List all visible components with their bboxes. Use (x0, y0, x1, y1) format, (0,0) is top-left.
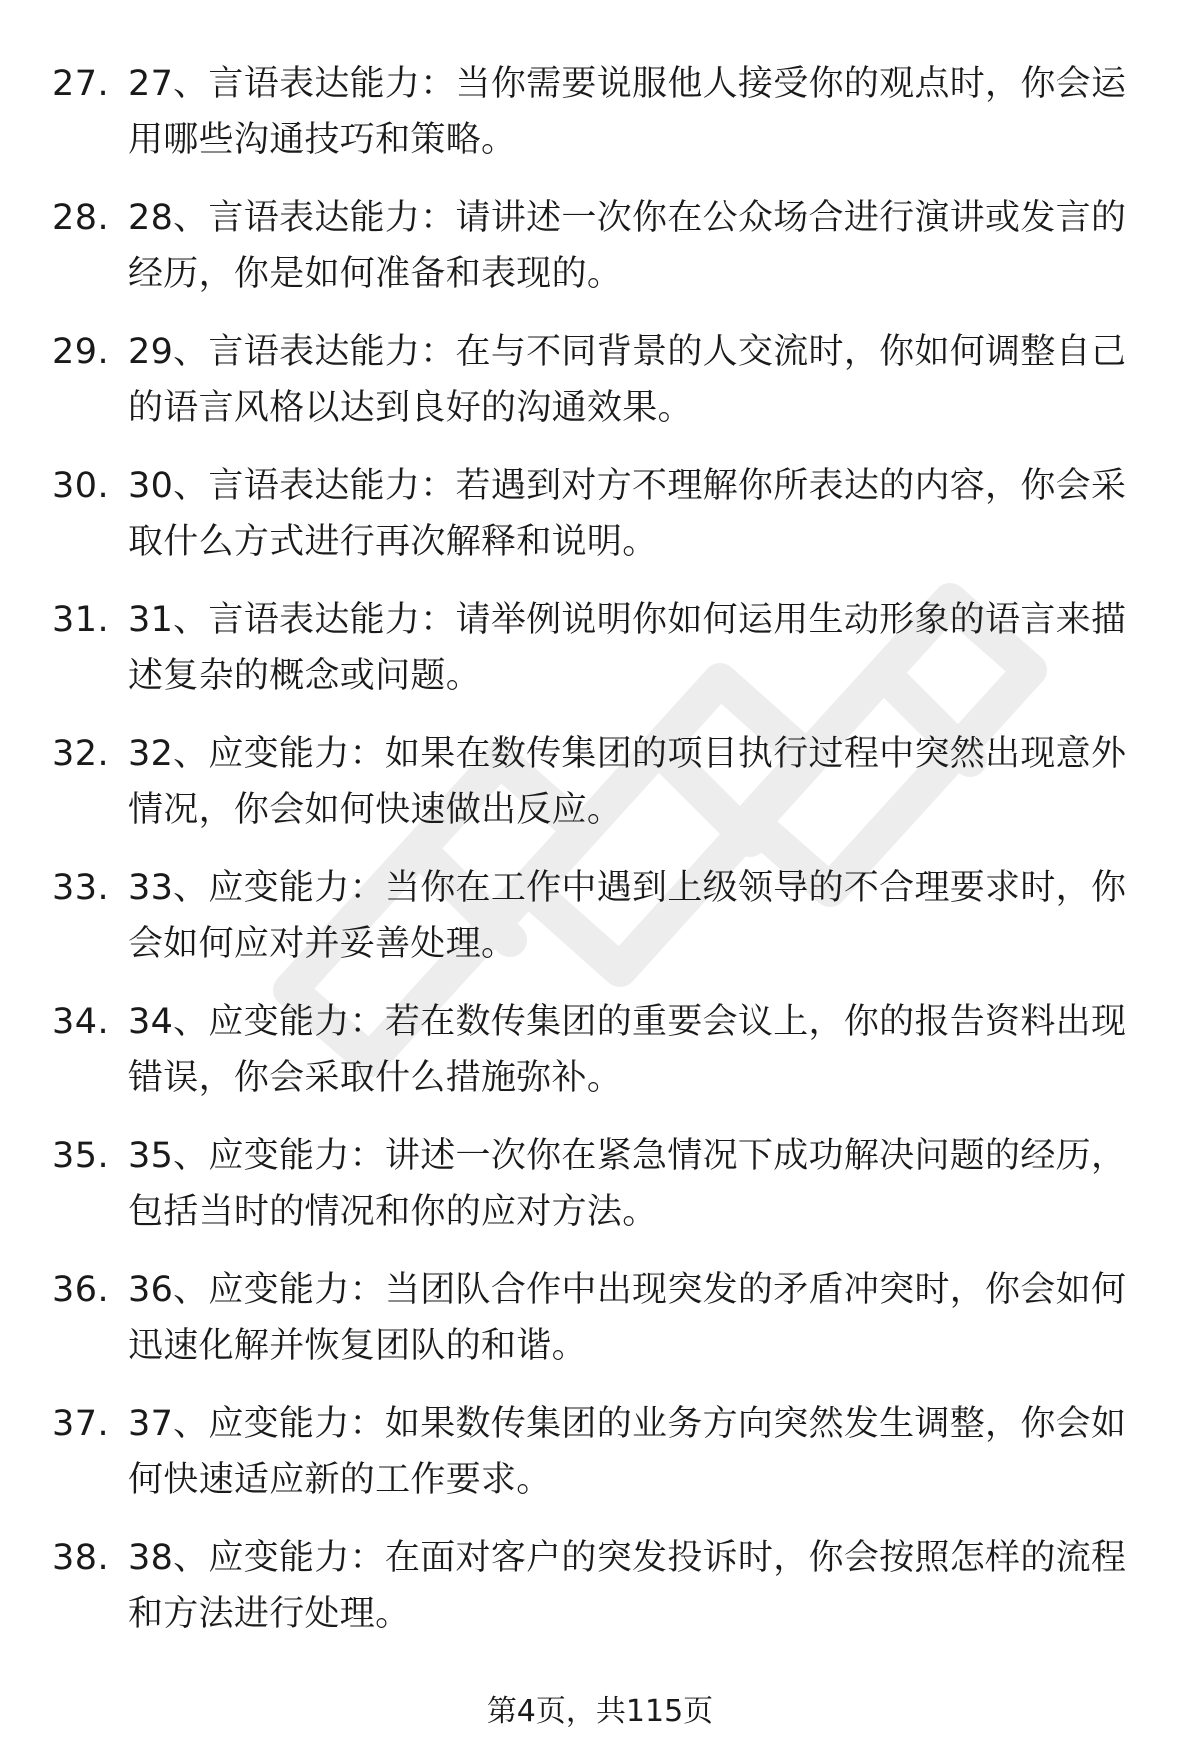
question-item (0, 190, 1200, 324)
question-text: 35、应变能力：讲述一次你在紧急情况下成功解决问题的经历，包括当时的情况和你的应对方法。 (128, 1136, 1127, 1232)
question-item (0, 1262, 1200, 1396)
question-text: 33、应变能力：当你在工作中遇到上级领导的不合理要求时，你会如何应对并妥善处理。 (128, 868, 1127, 964)
question-number: 34. (52, 1002, 110, 1042)
question-number: 38. (52, 1538, 110, 1578)
question-item (0, 324, 1200, 458)
question-number: 27. (52, 64, 110, 104)
question-number: 31. (52, 600, 110, 640)
question-text: 31、言语表达能力：请举例说明你如何运用生动形象的语言来描述复杂的概念或问题。 (128, 600, 1127, 696)
question-item (0, 994, 1200, 1128)
question-number: 30. (52, 466, 110, 506)
question-number: 33. (52, 868, 110, 908)
question-text: 37、应变能力：如果数传集团的业务方向突然发生调整，你会如何快速适应新的工作要求。 (128, 1404, 1127, 1500)
question-text: 36、应变能力：当团队合作中出现突发的矛盾冲突时，你会如何迅速化解并恢复团队的和谐。 (128, 1270, 1127, 1366)
question-item (0, 860, 1200, 994)
page-footer: 第4页，共115页 (486, 1694, 714, 1729)
question-item (0, 458, 1200, 592)
question-text: 32、应变能力：如果在数传集团的项目执行过程中突然出现意外情况，你会如何快速做出反应。 (128, 734, 1127, 830)
question-number: 28. (52, 198, 110, 238)
question-text: 34、应变能力：若在数传集团的重要会议上，你的报告资料出现错误，你会采取什么措施弥补。 (128, 1002, 1127, 1098)
question-text: 29、言语表达能力：在与不同背景的人交流时，你如何调整自己的语言风格以达到良好的沟通效果。 (128, 332, 1127, 428)
question-item (0, 592, 1200, 726)
question-text: 27、言语表达能力：当你需要说服他人接受你的观点时，你会运用哪些沟通技巧和策略。 (128, 64, 1127, 160)
question-item (0, 1128, 1200, 1262)
question-list (0, 56, 1200, 1664)
question-item (0, 56, 1200, 190)
question-number: 36. (52, 1270, 110, 1310)
question-number: 35. (52, 1136, 110, 1176)
question-item (0, 726, 1200, 860)
question-item (0, 1396, 1200, 1530)
question-number: 32. (52, 734, 110, 774)
question-number: 37. (52, 1404, 110, 1444)
question-item (0, 1530, 1200, 1664)
question-text: 38、应变能力：在面对客户的突发投诉时，你会按照怎样的流程和方法进行处理。 (128, 1538, 1127, 1634)
question-number: 29. (52, 332, 110, 372)
question-text: 28、言语表达能力：请讲述一次你在公众场合进行演讲或发言的经历，你是如何准备和表现的。 (128, 198, 1127, 294)
question-text: 30、言语表达能力：若遇到对方不理解你所表达的内容，你会采取什么方式进行再次解释和说明。 (128, 466, 1127, 562)
